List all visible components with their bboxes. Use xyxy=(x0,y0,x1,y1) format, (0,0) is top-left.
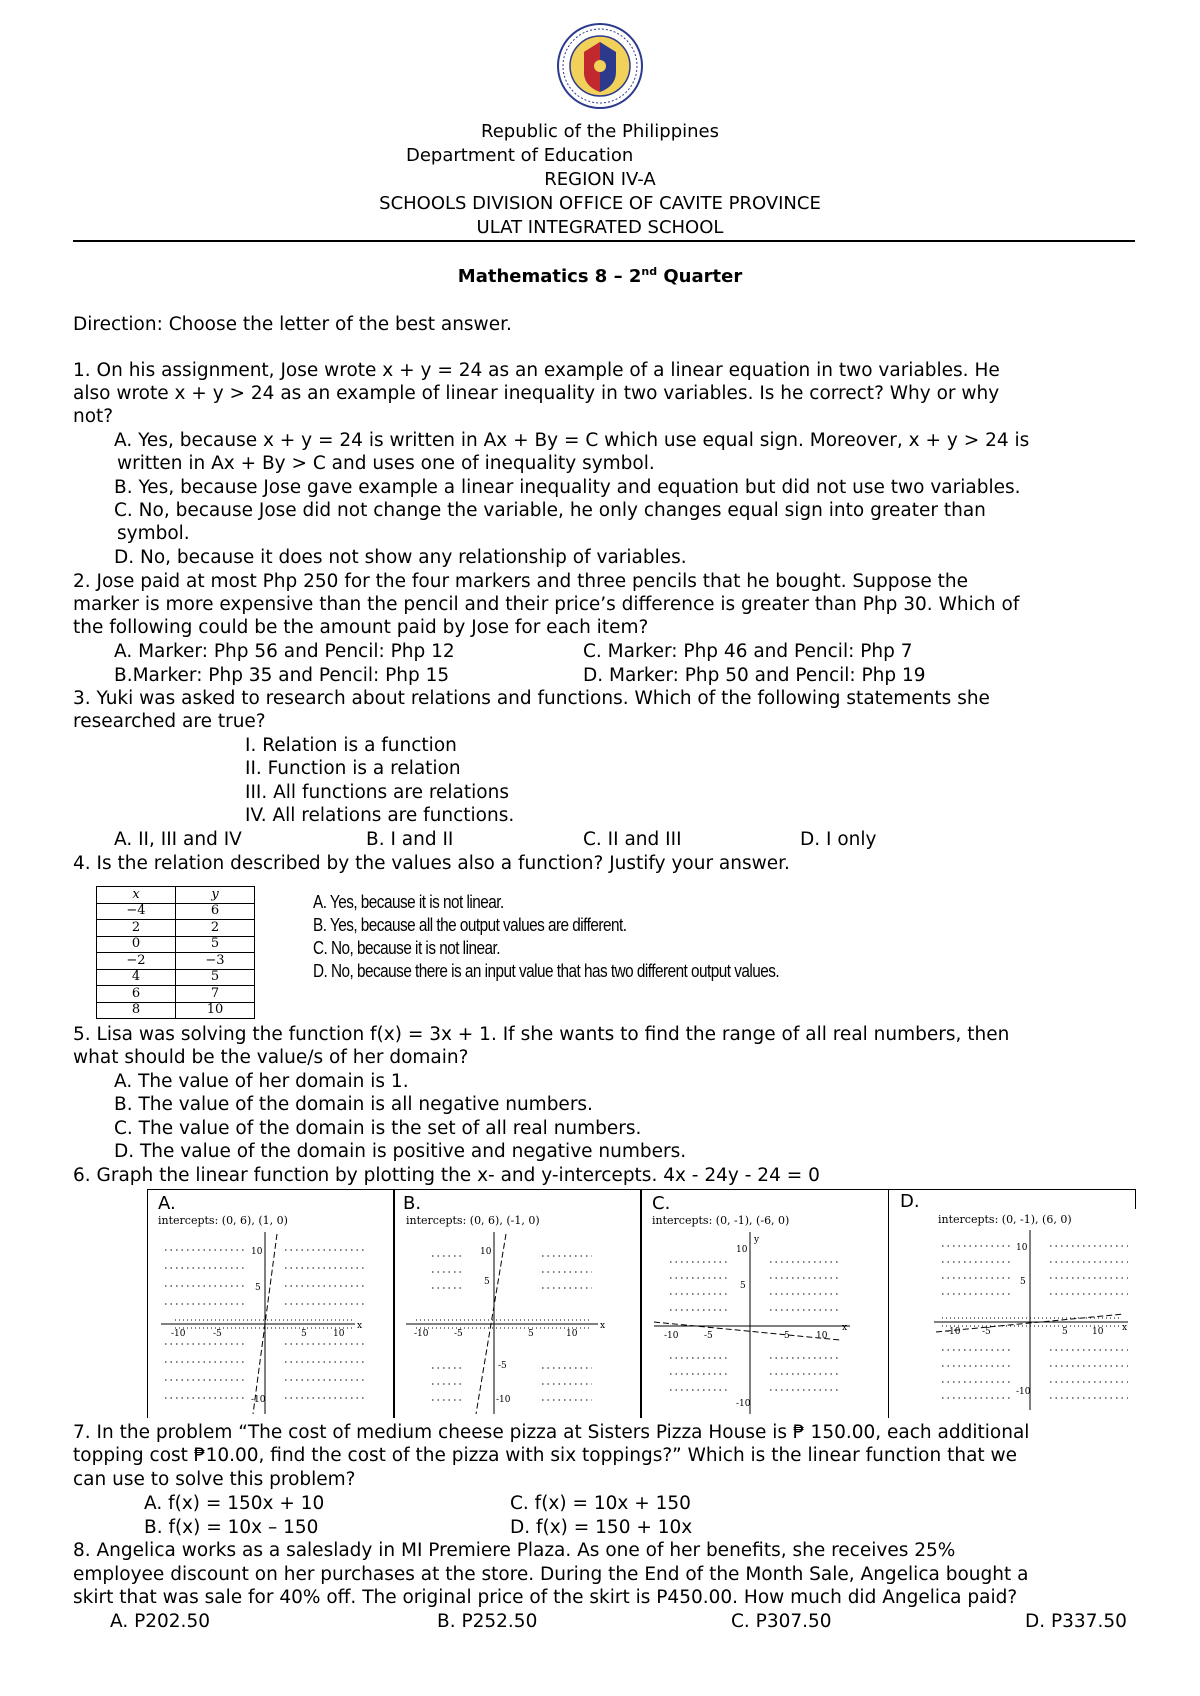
q3-statement-4: IV. All relations are functions. xyxy=(245,805,515,826)
q8-line1: 8. Angelica works as a saleslady in MI Premiere Plaza. As one of her benefits, she receives 25% xyxy=(73,1540,956,1561)
graph-b-caption: intercepts: (0, 6), (-1, 0) xyxy=(406,1214,540,1227)
q1-choice-c: C. No, because Jose did not change the variable, he only changes equal sign into greater than xyxy=(114,500,986,521)
q7-line2: topping cost ₱10.00, find the cost of the pizza with six toppings?” Which is the linear function that we xyxy=(73,1445,1018,1466)
svg-text:5: 5 xyxy=(528,1329,534,1339)
svg-text:5: 5 xyxy=(255,1283,261,1293)
q2-line1: 2. Jose paid at most Php 250 for the four markers and three pencils that he bought. Suppose the xyxy=(73,571,969,592)
q5-choice-d: D. The value of the domain is positive and negative numbers. xyxy=(114,1141,687,1162)
q1-line3: not? xyxy=(73,406,114,427)
q5-line2: what should be the value/s of her domain? xyxy=(73,1047,469,1068)
q7-line1: 7. In the problem “The cost of medium cheese pizza at Sisters Pizza House is ₱ 150.00, each additional xyxy=(73,1422,1030,1443)
svg-text:-5: -5 xyxy=(498,1361,507,1371)
q4-choice-a: A. Yes, because it is not linear. xyxy=(313,892,504,912)
q3-line1: 3. Yuki was asked to research about relations and functions. Which of the following statements she xyxy=(73,688,990,709)
svg-text:10: 10 xyxy=(480,1247,492,1257)
svg-text:-10: -10 xyxy=(251,1395,266,1405)
table-cell: 6 xyxy=(176,903,255,920)
q8-choice-d: D. P337.50 xyxy=(1025,1611,1127,1632)
q1-choice-c-cont: symbol. xyxy=(117,523,190,544)
q1-line2: also wrote x + y > 24 as an example of linear inequality in two variables. Is he correct? Why or why xyxy=(73,383,1000,404)
deped-seal-logo xyxy=(556,22,644,110)
q4-choice-d: D. No, because there is an input value that has two different output values. xyxy=(313,961,780,981)
header-department: Department of Education xyxy=(406,145,634,166)
q5-choice-a: A. The value of her domain is 1. xyxy=(114,1071,409,1092)
graph-b-letter: B. xyxy=(403,1193,422,1214)
graph-a xyxy=(155,1228,385,1416)
graph-a-letter: A. xyxy=(158,1193,176,1214)
graph-c xyxy=(650,1228,886,1416)
q2-line3: the following could be the amount paid by Jose for each item? xyxy=(73,617,649,638)
q3-choice-b: B. I and II xyxy=(366,829,454,850)
svg-text:-10: -10 xyxy=(496,1395,511,1405)
table-cell: −3 xyxy=(176,953,255,970)
svg-text:10: 10 xyxy=(736,1245,748,1255)
q7-line3: can use to solve this problem? xyxy=(73,1469,356,1490)
svg-text:-5: -5 xyxy=(704,1331,713,1341)
svg-text:-10: -10 xyxy=(736,1399,751,1409)
q4-choice-c: C. No, because it is not linear. xyxy=(313,938,500,958)
svg-text:x: x xyxy=(842,1323,848,1333)
svg-text:x: x xyxy=(1122,1323,1128,1333)
table-cell: 6 xyxy=(97,986,176,1003)
q1-choice-a: A. Yes, because x + y = 24 is written in Ax + By = C which use equal sign. Moreover, x + y > 24 is xyxy=(114,430,1030,451)
table-cell: 2 xyxy=(97,920,176,937)
q3-statement-3: III. All functions are relations xyxy=(245,782,509,803)
svg-text:-10: -10 xyxy=(414,1329,429,1339)
q5-choice-c: C. The value of the domain is the set of all real numbers. xyxy=(114,1118,642,1139)
q5-choice-b: B. The value of the domain is all negative numbers. xyxy=(114,1094,593,1115)
table-header-x: x xyxy=(97,887,176,904)
q4-choice-b: B. Yes, because all the output values are different. xyxy=(313,915,627,935)
table-cell: 8 xyxy=(97,1002,176,1019)
q8-choice-a: A. P202.50 xyxy=(110,1611,210,1632)
q2-choice-d: D. Marker: Php 50 and Pencil: Php 19 xyxy=(583,665,926,686)
header-school: ULAT INTEGRATED SCHOOL xyxy=(476,217,724,238)
q7-choice-c: C. f(x) = 10x + 150 xyxy=(510,1493,691,1514)
table-cell: 5 xyxy=(176,969,255,986)
svg-text:-10: -10 xyxy=(664,1331,679,1341)
svg-text:5: 5 xyxy=(1062,1327,1068,1337)
svg-text:5: 5 xyxy=(740,1281,746,1291)
q1-choice-b: B. Yes, because Jose gave example a linear inequality and equation but did not use two variables. xyxy=(114,477,1021,498)
svg-text:-10: -10 xyxy=(1016,1387,1031,1397)
svg-text:-10: -10 xyxy=(946,1327,961,1337)
table-cell: 0 xyxy=(97,936,176,953)
svg-text:10: 10 xyxy=(251,1247,263,1257)
graph-c-caption: intercepts: (0, -1), (-6, 0) xyxy=(652,1214,790,1227)
graph-divider xyxy=(147,1189,148,1418)
graph-divider xyxy=(1135,1189,1136,1209)
table-cell: 2 xyxy=(176,920,255,937)
svg-text:5: 5 xyxy=(1020,1277,1026,1287)
q7-choice-d: D. f(x) = 150 + 10x xyxy=(510,1517,693,1538)
graph-d-caption: intercepts: (0, -1), (6, 0) xyxy=(938,1213,1072,1226)
q1-choice-a-cont: written in Ax + By > C and uses one of inequality symbol. xyxy=(117,453,655,474)
svg-text:10: 10 xyxy=(1016,1243,1028,1253)
graph-b xyxy=(402,1228,632,1416)
svg-text:y: y xyxy=(754,1235,760,1245)
q4-line1: 4. Is the relation described by the values also a function? Justify your answer. xyxy=(73,853,790,874)
graph-divider xyxy=(393,1189,395,1418)
graph-d-letter: D. xyxy=(900,1191,920,1212)
graph-divider xyxy=(888,1189,889,1418)
q2-choice-a: A. Marker: Php 56 and Pencil: Php 12 xyxy=(114,641,455,662)
q3-choice-d: D. I only xyxy=(800,829,877,850)
q8-line3: skirt that was sale for 40% off. The original price of the skirt is P450.00. How much did Angelica paid? xyxy=(73,1587,1018,1608)
svg-text:5: 5 xyxy=(484,1277,490,1287)
table-cell: 7 xyxy=(176,986,255,1003)
svg-text:5: 5 xyxy=(784,1331,790,1341)
graph-a-caption: intercepts: (0, 6), (1, 0) xyxy=(158,1214,288,1227)
svg-text:10: 10 xyxy=(816,1331,828,1341)
svg-text:10: 10 xyxy=(566,1329,578,1339)
svg-text:x: x xyxy=(357,1321,363,1331)
q8-choice-b: B. P252.50 xyxy=(437,1611,538,1632)
q5-line1: 5. Lisa was solving the function f(x) = 3x + 1. If she wants to find the range of all real numbers, then xyxy=(73,1024,1010,1045)
q3-statement-1: I. Relation is a function xyxy=(245,735,457,756)
table-cell: 5 xyxy=(176,936,255,953)
header-rule xyxy=(73,240,1135,242)
relation-table xyxy=(96,886,255,1019)
q8-line2: employee discount on her purchases at the store. During the End of the Month Sale, Angelica bought a xyxy=(73,1564,1029,1585)
table-cell: 4 xyxy=(97,969,176,986)
q2-choice-b: B.Marker: Php 35 and Pencil: Php 15 xyxy=(114,665,450,686)
q7-choice-a: A. f(x) = 150x + 10 xyxy=(144,1493,325,1514)
header-division: SCHOOLS DIVISION OFFICE OF CAVITE PROVINCE xyxy=(379,193,821,214)
q3-choice-c: C. II and III xyxy=(583,829,682,850)
svg-text:-10: -10 xyxy=(171,1329,186,1339)
q1-choice-d: D. No, because it does not show any relationship of variables. xyxy=(114,547,687,568)
header-region: REGION IV-A xyxy=(544,169,656,190)
graph-c-letter: C. xyxy=(652,1193,671,1214)
q3-statement-2: II. Function is a relation xyxy=(245,758,461,779)
q3-choice-a: A. II, III and IV xyxy=(114,829,242,850)
svg-text:-5: -5 xyxy=(213,1329,222,1339)
q3-line2: researched are true? xyxy=(73,711,266,732)
q1-line1: 1. On his assignment, Jose wrote x + y = 24 as an example of a linear equation in two variables. He xyxy=(73,360,1000,381)
graph-divider xyxy=(640,1189,642,1418)
header-republic: Republic of the Philippines xyxy=(481,121,719,142)
exam-title: Mathematics 8 – 2nd Quarter xyxy=(457,265,743,287)
q7-choice-b: B. f(x) = 10x – 150 xyxy=(144,1517,319,1538)
table-cell: 10 xyxy=(176,1002,255,1019)
q8-choice-c: C. P307.50 xyxy=(731,1611,832,1632)
svg-text:-5: -5 xyxy=(982,1327,991,1337)
svg-text:x: x xyxy=(600,1321,606,1331)
q2-choice-c: C. Marker: Php 46 and Pencil: Php 7 xyxy=(583,641,913,662)
svg-text:10: 10 xyxy=(1092,1327,1104,1337)
svg-text:-5: -5 xyxy=(454,1329,463,1339)
q2-line2: marker is more expensive than the pencil and their price’s difference is greater than Php 30. Which of xyxy=(73,594,1020,615)
svg-text:5: 5 xyxy=(301,1329,307,1339)
svg-text:10: 10 xyxy=(333,1329,345,1339)
table-cell: −4 xyxy=(97,903,176,920)
table-header-y: y xyxy=(176,887,255,904)
q6-line1: 6. Graph the linear function by plotting the x- and y-intercepts. 4x - 24y - 24 = 0 xyxy=(73,1165,820,1186)
direction-text: Direction: Choose the letter of the best answer. xyxy=(73,314,512,335)
table-cell: −2 xyxy=(97,953,176,970)
graph-d xyxy=(932,1226,1132,1412)
